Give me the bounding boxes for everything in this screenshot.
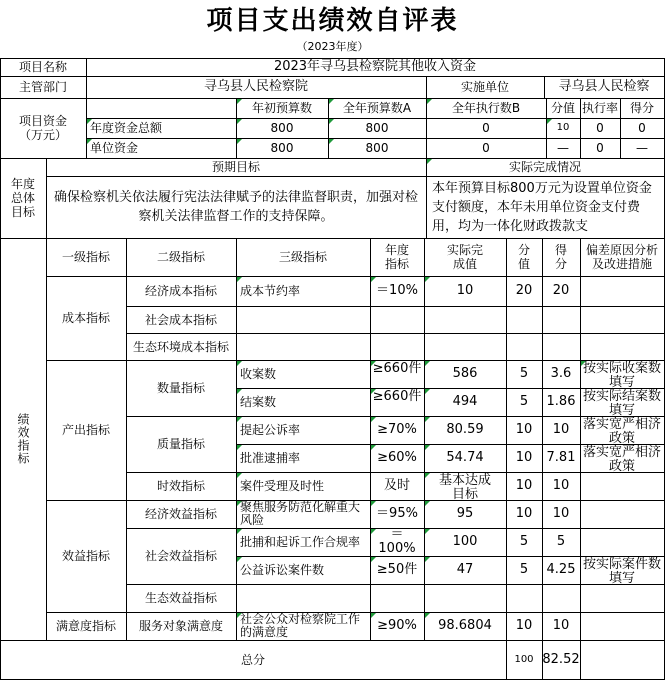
sub-timeliness: 时效指标 <box>156 479 205 493</box>
indicator-score: 10 <box>515 618 533 633</box>
indicator-name: 案件受理及时性 <box>240 479 325 493</box>
indicator-got: 5 <box>556 534 566 549</box>
group-satisfaction: 满意度指标 <box>55 619 116 633</box>
expected-goal-header: 预期目标 <box>211 160 260 174</box>
total-label: 总分 <box>240 652 265 667</box>
indicator-target: ≥50件 <box>376 562 418 577</box>
indicator-actual: 98.6804 <box>438 618 492 633</box>
indicator-score: 5 <box>519 562 529 577</box>
indicator-name: 收案数 <box>240 367 277 381</box>
sub-social-benefit: 社会效益指标 <box>144 549 217 563</box>
hdr-actual: 实际完成值 <box>446 243 483 271</box>
fund-total-exec: 0 <box>482 121 490 135</box>
total-score: 100 <box>514 653 534 665</box>
indicator-got: 7.81 <box>546 450 576 465</box>
indicator-actual: 80.59 <box>446 422 484 437</box>
group-benefit: 效益指标 <box>61 549 110 563</box>
indicator-reason <box>580 276 664 306</box>
sub-eco-cost: 生态环境成本指标 <box>132 339 229 354</box>
indicator-got: 4.25 <box>546 562 576 577</box>
indicator-reason: 按实际案件数填写 <box>582 557 661 584</box>
indicator-score: 10 <box>515 478 533 493</box>
indicator-actual: 494 <box>452 394 478 409</box>
actual-goal-text: 本年预算目标800万元为设置单位资金支付额度，本年未用单位资金支付费用，均为一体化财政拨款支 <box>432 181 652 234</box>
indicator-target: ≥660件 <box>372 361 422 376</box>
indicator-got: 10 <box>552 506 570 521</box>
indicator-reason: 按实际结案数填写 <box>582 389 661 416</box>
actual-goal-header: 实际完成情况 <box>508 160 581 174</box>
fund-total-score: 10 <box>556 122 570 133</box>
funds-label: 项目资金（万元） <box>18 114 67 142</box>
indicator-target: ≥660件 <box>372 389 422 404</box>
goals-side-label: 年度总体目标 <box>10 177 35 219</box>
indicator-target: ≥70% <box>377 422 417 437</box>
indicator-reason: 按实际收案数填写 <box>582 361 661 388</box>
impl-value: 寻乌县人民检察 <box>558 79 650 94</box>
sub-service-sat: 服务对象满意度 <box>138 619 223 633</box>
indicator-target: ＝100% <box>378 528 416 556</box>
hdr-got: 得分 <box>554 243 567 271</box>
indicator-target: ≥90% <box>377 618 417 633</box>
indicator-name: 提起公诉率 <box>240 423 301 437</box>
sub-quantity: 数量指标 <box>156 381 205 395</box>
hdr-level1: 一级指标 <box>61 250 110 264</box>
col-exec: 全年执行数B <box>451 101 521 115</box>
project-name-label: 项目名称 <box>18 60 67 74</box>
indicator-got: 10 <box>552 422 570 437</box>
indicator-actual: 54.74 <box>446 450 484 465</box>
indicator-got: 10 <box>552 478 570 493</box>
total-reason-empty <box>580 640 664 679</box>
sub-quality: 质量指标 <box>156 437 205 451</box>
group-cost: 成本指标 <box>61 311 110 325</box>
indicator-score: 5 <box>519 366 529 381</box>
col-initial-budget: 年初预算数 <box>251 101 312 115</box>
fund-total-got: 0 <box>638 121 646 135</box>
expected-goal-text: 确保检察机关依法履行宪法法律赋予的法律监督职责，加强对检察机关法律监督工作的支持保障。 <box>54 190 419 224</box>
sub-econ-cost: 经济成本指标 <box>144 284 217 298</box>
group-output: 产出指标 <box>61 423 110 437</box>
indicator-got: 10 <box>552 618 570 633</box>
sub-social-cost: 社会成本指标 <box>144 312 217 327</box>
indicator-name: 结案数 <box>240 395 277 409</box>
hdr-level3: 三级指标 <box>278 250 327 264</box>
indicator-score: 20 <box>515 283 533 298</box>
indicator-score: 5 <box>519 394 529 409</box>
fund-total-full: 800 <box>365 121 389 135</box>
fund-total-label: 年度资金总额 <box>90 121 163 135</box>
indicator-actual: 100 <box>452 534 478 549</box>
hdr-level2: 二级指标 <box>156 250 205 264</box>
indicator-actual: 586 <box>452 366 478 381</box>
impl-label: 实施单位 <box>460 80 509 94</box>
hdr-score: 分值 <box>517 243 530 271</box>
hdr-reason: 偏差原因分析及改进措施 <box>585 243 658 271</box>
fund-total-initial: 800 <box>270 121 294 135</box>
col-rate: 执行率 <box>582 101 619 115</box>
indicator-name: 批准逮捕率 <box>240 451 301 465</box>
fund-unit-exec: 0 <box>482 141 490 155</box>
fund-unit-initial: 800 <box>270 141 294 155</box>
page-subtitle: （2023年度） <box>296 40 369 53</box>
sub-eco-benefit: 生态效益指标 <box>144 591 217 605</box>
indicator-actual: 基本达成目标 <box>438 473 491 500</box>
indicator-target: ＝95% <box>376 506 418 521</box>
dept-value: 寻乌县人民检察院 <box>203 79 308 94</box>
fund-unit-score: — <box>557 141 569 155</box>
page-title: 项目支出绩效自评表 <box>206 6 459 36</box>
indicator-reason: 落实宽严相济政策 <box>582 417 661 444</box>
indicator-reason <box>580 528 664 556</box>
indicator-name: 聚焦服务防范化解重大风险 <box>240 500 361 527</box>
total-got: 82.52 <box>542 651 580 667</box>
fund-unit-label: 单位资金 <box>90 141 139 155</box>
project-name-value: 2023年寻乌县检察院其他收入资金 <box>273 59 477 74</box>
col-full-budget: 全年预算数A <box>342 101 412 115</box>
indicator-name: 成本节约率 <box>240 284 301 298</box>
indicator-actual: 95 <box>456 506 474 521</box>
col-got: 得分 <box>629 101 654 115</box>
indicator-got: 3.6 <box>550 366 572 381</box>
dept-label: 主管部门 <box>18 80 67 94</box>
indicator-score: 10 <box>515 422 533 437</box>
indicator-name: 社会公众对检察院工作的满意度 <box>240 612 361 639</box>
perf-side-label: 绩效指标 <box>16 413 30 465</box>
indicator-name: 公益诉讼案件数 <box>240 563 325 577</box>
indicator-reason <box>580 472 664 500</box>
indicator-got: 20 <box>552 283 570 298</box>
indicator-reason: 落实宽严相济政策 <box>582 445 661 472</box>
indicator-score: 5 <box>519 534 529 549</box>
indicator-got: 1.86 <box>546 394 576 409</box>
indicator-target: ＝10% <box>376 283 418 298</box>
hdr-target: 年度指标 <box>384 243 409 271</box>
fund-total-rate: 0 <box>596 121 604 135</box>
fund-unit-got: — <box>636 141 648 155</box>
indicator-name: 批捕和起诉工作合规率 <box>240 535 361 549</box>
fund-unit-full: 800 <box>365 141 389 155</box>
indicator-reason <box>580 500 664 528</box>
indicator-score: 10 <box>515 450 533 465</box>
fund-unit-rate: 0 <box>596 141 604 155</box>
col-score: 分值 <box>550 101 575 115</box>
indicator-actual: 47 <box>456 562 474 577</box>
indicator-target: 及时 <box>383 478 410 493</box>
indicator-target: ≥60% <box>377 450 417 465</box>
indicator-reason <box>580 612 664 640</box>
sub-econ-benefit: 经济效益指标 <box>144 507 217 521</box>
indicator-actual: 10 <box>456 283 474 298</box>
indicator-score: 10 <box>515 506 533 521</box>
